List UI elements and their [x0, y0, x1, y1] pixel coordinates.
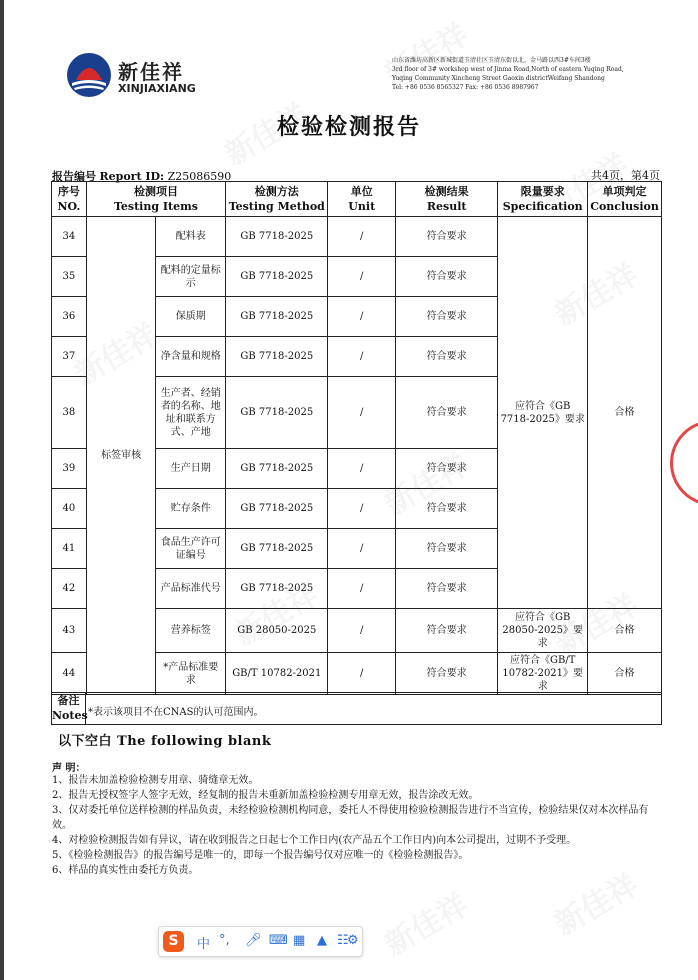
cell-item: 配料表 — [156, 217, 226, 257]
cell-method: GB 7718-2025 — [226, 257, 328, 297]
page-info: 共4页，第4页 — [591, 169, 660, 182]
cell-no: 34 — [52, 217, 87, 257]
header-specification: 限量要求 Specification — [498, 182, 588, 217]
table-header-row — [52, 182, 662, 217]
cell-unit: / — [328, 609, 396, 653]
cell-category: 标签审核 — [86, 217, 156, 695]
cell-unit: / — [328, 377, 396, 449]
cell-unit: / — [328, 257, 396, 297]
cell-method: GB/T 10782-2021 — [226, 653, 328, 695]
cell-result: 符合要求 — [396, 217, 498, 257]
cell-item: 配料的定量标示 — [156, 257, 226, 297]
cell-method: GB 7718-2025 — [226, 449, 328, 489]
cell-conclusion: 合格 — [588, 609, 662, 653]
cell-unit: / — [328, 337, 396, 377]
address-line: 3rd floor of 3# workshop west of Jinma Road,North of eastern Yuqing Road, — [392, 66, 624, 73]
cell-method: GB 7718-2025 — [226, 337, 328, 377]
red-seal-stamp — [670, 420, 698, 506]
cell-specification: 应符合《GB/T 10782-2021》要求 — [498, 653, 588, 695]
cell-no: 40 — [52, 489, 87, 529]
cell-item: 生产日期 — [156, 449, 226, 489]
cell-no: 42 — [52, 569, 87, 609]
notes-text: *表示该项目不在CNAS的认可范围内。 — [88, 707, 264, 718]
cell-method: GB 28050-2025 — [226, 609, 328, 653]
cell-result: 符合要求 — [396, 337, 498, 377]
cell-no: 43 — [52, 609, 87, 653]
microphone-icon[interactable]: 🎤︎ — [245, 933, 262, 948]
company-logo-icon — [66, 52, 112, 98]
declaration-item: 6、样品的真实性由委托方负责。 — [52, 865, 199, 876]
address-line: Tel: +86 0536 8565327 Fax: +86 0536 8987967 — [392, 84, 539, 91]
cell-no: 39 — [52, 449, 87, 489]
settings-icon[interactable]: ⚙ — [347, 933, 359, 948]
cell-no: 41 — [52, 529, 87, 569]
report-title: 检验检测报告 — [276, 114, 421, 140]
cell-conclusion: 合格 — [588, 217, 662, 609]
address-line: 山东省潍坊高新区新城街道玉清社区玉清东街以北，金马路以西3#车间3楼 — [392, 57, 591, 64]
grid-icon[interactable]: ▦ — [293, 933, 306, 948]
watermark — [375, 880, 475, 963]
cell-method: GB 7718-2025 — [226, 569, 328, 609]
cell-method: GB 7718-2025 — [226, 217, 328, 257]
cell-item: 营养标签 — [156, 609, 226, 653]
cell-method: GB 7718-2025 — [226, 297, 328, 337]
header-no: 序号 NO. — [52, 182, 87, 217]
ime-toolbar[interactable] — [158, 926, 363, 957]
cell-result: 符合要求 — [396, 449, 498, 489]
cell-item: 净含量和规格 — [156, 337, 226, 377]
blank-line: 以下空白 The following blank — [58, 734, 272, 749]
cell-item: 保质期 — [156, 297, 226, 337]
header-conclusion: 单项判定 Conclusion — [588, 182, 662, 217]
cell-method: GB 7718-2025 — [226, 377, 328, 449]
header-testing-items: 检测项目 Testing Items — [86, 182, 225, 217]
cell-result: 符合要求 — [396, 653, 498, 695]
ime-mode-toggle[interactable]: 中 — [197, 937, 211, 952]
cell-result: 符合要求 — [396, 529, 498, 569]
declaration-item: 4、对检验检测报告如有异议，请在收到报告之日起七个工作日内(农产品五个工作日内)向本公司提出，过期不予受理。 — [52, 835, 577, 846]
results-table — [51, 181, 662, 695]
shirt-icon[interactable]: ▲ — [317, 933, 327, 948]
cell-method: GB 7718-2025 — [226, 489, 328, 529]
cell-item: 食品生产许可证编号 — [156, 529, 226, 569]
cell-item: 产品标准代号 — [156, 569, 226, 609]
declaration-list — [52, 773, 662, 878]
cell-no: 37 — [52, 337, 87, 377]
cell-no: 36 — [52, 297, 87, 337]
punctuation-toggle[interactable]: °, — [219, 933, 230, 948]
header-unit: 单位 Unit — [328, 182, 396, 217]
cell-unit: / — [328, 217, 396, 257]
keyboard-icon[interactable]: ⌨ — [269, 933, 288, 948]
apps-icon[interactable]: ☷ — [337, 933, 349, 948]
cell-specification: 应符合《GB 28050-2025》要求 — [498, 609, 588, 653]
cell-unit: / — [328, 297, 396, 337]
cell-unit: / — [328, 529, 396, 569]
report-id-label-en: Report ID: — [99, 170, 165, 183]
cell-result: 符合要求 — [396, 609, 498, 653]
notes-row — [51, 692, 662, 725]
declaration-item: 1、报告未加盖检验检测专用章、骑缝章无效。 — [52, 775, 259, 786]
cell-item: 贮存条件 — [156, 489, 226, 529]
cell-specification: 应符合《GB 7718-2025》要求 — [498, 217, 588, 609]
declaration-title: 声 明： — [52, 763, 86, 774]
left-edge-bar — [0, 0, 4, 980]
cell-result: 符合要求 — [396, 257, 498, 297]
cell-result: 符合要求 — [396, 377, 498, 449]
report-id-label-cn: 报告编号 — [52, 170, 96, 183]
declaration-item: 5、《检验检测报告》的报告编号是唯一的，即每一个报告编号仅对应唯一的《检验检测报告》。 — [52, 850, 469, 861]
report-id-value: Z25086590 — [167, 170, 232, 183]
address-line: Yuqing Community Xincheng Street Gaoxin districtWeifang Shandong — [392, 75, 605, 82]
cell-result: 符合要求 — [396, 569, 498, 609]
header-result: 检测结果 Result — [396, 182, 498, 217]
brand-name-en: XINJIAXIANG — [118, 82, 196, 95]
cell-result: 符合要求 — [396, 297, 498, 337]
cell-unit: / — [328, 569, 396, 609]
cell-method: GB 7718-2025 — [226, 529, 328, 569]
sogou-logo-icon[interactable]: S — [163, 931, 184, 952]
cell-unit: / — [328, 653, 396, 695]
table-row — [52, 217, 662, 257]
cell-item: *产品标准要求 — [156, 653, 226, 695]
cell-item: 生产者、经销者的名称、地址和联系方式、产地 — [156, 377, 226, 449]
cell-no: 35 — [52, 257, 87, 297]
cell-unit: / — [328, 449, 396, 489]
cell-no: 38 — [52, 377, 87, 449]
cell-no: 44 — [52, 653, 87, 695]
cell-unit: / — [328, 489, 396, 529]
declaration-item: 2、报告无授权签字人签字无效，经复制的报告未重新加盖检验检测专用章无效，报告涂改无效。 — [52, 790, 479, 801]
declaration-item: 3、仅对委托单位送样检测的样品负责，未经检验检测机构同意，委托人不得使用检验检测报告进行不当宣传，检验结果仅对本次样品有效。 — [52, 805, 649, 831]
brand-name-cn: 新佳祥 — [118, 60, 184, 84]
header-testing-method: 检测方法 Testing Method — [226, 182, 328, 217]
cell-result: 符合要求 — [396, 489, 498, 529]
notes-label: 备注 Notes — [52, 694, 88, 722]
cell-conclusion: 合格 — [588, 653, 662, 695]
company-address — [392, 56, 692, 92]
